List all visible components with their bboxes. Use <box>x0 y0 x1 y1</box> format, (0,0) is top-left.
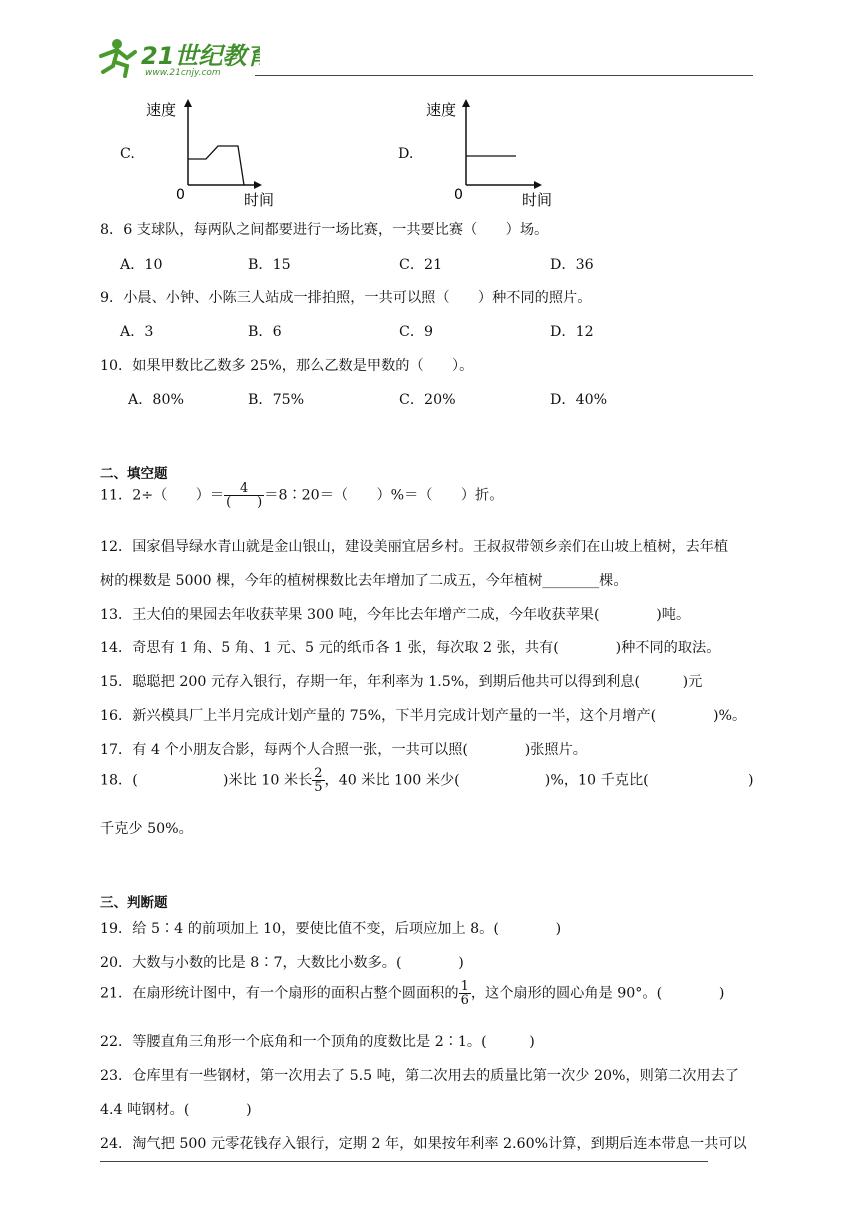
graph-c <box>140 95 280 214</box>
question-21 <box>100 980 724 1007</box>
q10-option-d: D．40% <box>550 392 608 408</box>
question-8: 8．6 支球队，每两队之间都要进行一场比赛，一共要比赛（ ）场。 <box>100 222 549 238</box>
runner-logo-icon <box>95 36 260 78</box>
option-c-label: C. <box>120 146 135 162</box>
footer-rule <box>100 1161 708 1162</box>
y-axis-label: 速度 <box>426 101 457 119</box>
q11-prefix: 11．2÷（ ）＝ <box>100 487 225 504</box>
question-20: 20．大数与小数的比是 8∶7，大数比小数多。( ) <box>100 955 464 971</box>
q18-denominator: 5 <box>314 780 323 795</box>
q8-option-b: B．15 <box>248 257 291 273</box>
question-12-line-1: 12．国家倡导绿水青山就是金山银山，建设美丽宜居乡村。王叔叔带领乡亲们在山坡上植树，去年植 <box>100 539 729 555</box>
section-title-judgement: 三、判断题 <box>100 895 168 911</box>
x-axis-label: 时间 <box>522 191 553 209</box>
q21-denominator: 6 <box>460 993 469 1008</box>
origin-label: 0 <box>176 187 185 203</box>
question-11 <box>100 482 503 509</box>
q21-prefix: 21．在扇形统计图中，有一个扇形的面积占整个圆面积的 <box>100 985 459 1002</box>
q10-option-b: B．75% <box>248 392 305 408</box>
q9-option-b: B．6 <box>248 324 282 340</box>
origin-label: 0 <box>454 187 463 203</box>
question-24: 24．淘气把 500 元零花钱存入银行，定期 2 年，如果按年利率 2.60%计算，到期后连本带息一共可以 <box>100 1136 747 1152</box>
q21-fraction <box>459 980 471 1007</box>
header-rule <box>255 75 753 76</box>
question-12-line-2 <box>100 570 628 590</box>
q11-denominator: ( ) <box>226 495 263 510</box>
x-axis-label: 时间 <box>244 191 275 209</box>
q12-text: 树的棵数是 5000 棵，今年的植树棵数比去年增加了二成五，今年植树 <box>100 573 543 589</box>
q10-option-c: C．20% <box>399 392 456 408</box>
q11-fraction <box>224 482 264 509</box>
q8-option-a: A．10 <box>120 257 163 273</box>
question-17: 17．有 4 个小朋友合影，每两个人合照一张，一共可以照( )张照片。 <box>100 742 587 758</box>
q11-numerator: 4 <box>240 481 249 496</box>
question-23-line-2: 4.4 吨钢材。( ) <box>100 1102 252 1118</box>
question-23-line-1: 23．仓库里有一些钢材，第一次用去了 5.5 吨，第二次用去的质量比第一次少 20%，则第二次用去了 <box>100 1068 739 1084</box>
question-18-line-2: 千克少 50%。 <box>100 821 193 837</box>
q18-numerator: 2 <box>314 766 323 781</box>
svg-text:www.21cnjy.com: www.21cnjy.com <box>145 68 221 78</box>
question-13: 13．王大伯的果园去年收获苹果 300 吨，今年比去年增产二成，今年收获苹果( )吨。 <box>100 607 691 623</box>
site-logo <box>95 36 260 78</box>
q11-suffix: ＝8∶20＝（ ）%＝（ ）折。 <box>264 487 504 504</box>
section-title-fill-blank: 二、填空题 <box>100 466 168 482</box>
q10-option-a: A．80% <box>128 392 184 408</box>
q12-blank: ________ <box>542 573 600 589</box>
question-9: 9．小晨、小钟、小陈三人站成一排拍照，一共可以照（ ）种不同的照片。 <box>100 290 592 306</box>
q8-option-c: C．21 <box>399 257 443 273</box>
question-22: 22．等腰直角三角形一个底角和一个顶角的度数比是 2∶1。( ) <box>100 1034 535 1050</box>
q18-suffix: ，40 米比 100 米少( )%，10 千克比( ) <box>324 772 754 789</box>
graph-d <box>420 95 560 214</box>
question-14: 14．奇思有 1 角、5 角、1 元、5 元的纸币各 1 张，每次取 2 张，共有( )种不同的取法。 <box>100 640 721 656</box>
q9-option-a: A．3 <box>120 324 154 340</box>
question-16: 16．新兴模具厂上半月完成计划产量的 75%，下半月完成计划产量的一半，这个月增产( )%。 <box>100 708 747 724</box>
q21-numerator: 1 <box>460 979 469 994</box>
q18-prefix: 18．( )米比 10 米长 <box>100 772 313 789</box>
svg-text:21世纪教育: 21世纪教育 <box>141 42 260 70</box>
question-10: 10．如果甲数比乙数多 25%，那么乙数是甲数的（ ）。 <box>100 358 474 374</box>
q9-option-c: C．9 <box>399 324 434 340</box>
option-d-label: D. <box>398 146 414 162</box>
y-axis-label: 速度 <box>146 101 177 119</box>
q8-option-d: D．36 <box>550 257 594 273</box>
question-15: 15．聪聪把 200 元存入银行，存期一年，年利率为 1.5%，到期后他共可以得到利息( )元 <box>100 674 703 690</box>
q21-suffix: ，这个扇形的圆心角是 90°。( ) <box>470 985 725 1002</box>
q12-unit: 棵。 <box>599 573 628 589</box>
question-19: 19．给 5∶4 的前项加上 10，要使比值不变，后项应加上 8。( ) <box>100 921 562 937</box>
q18-fraction <box>312 767 324 794</box>
question-18 <box>100 767 754 794</box>
q9-option-d: D．12 <box>550 324 594 340</box>
